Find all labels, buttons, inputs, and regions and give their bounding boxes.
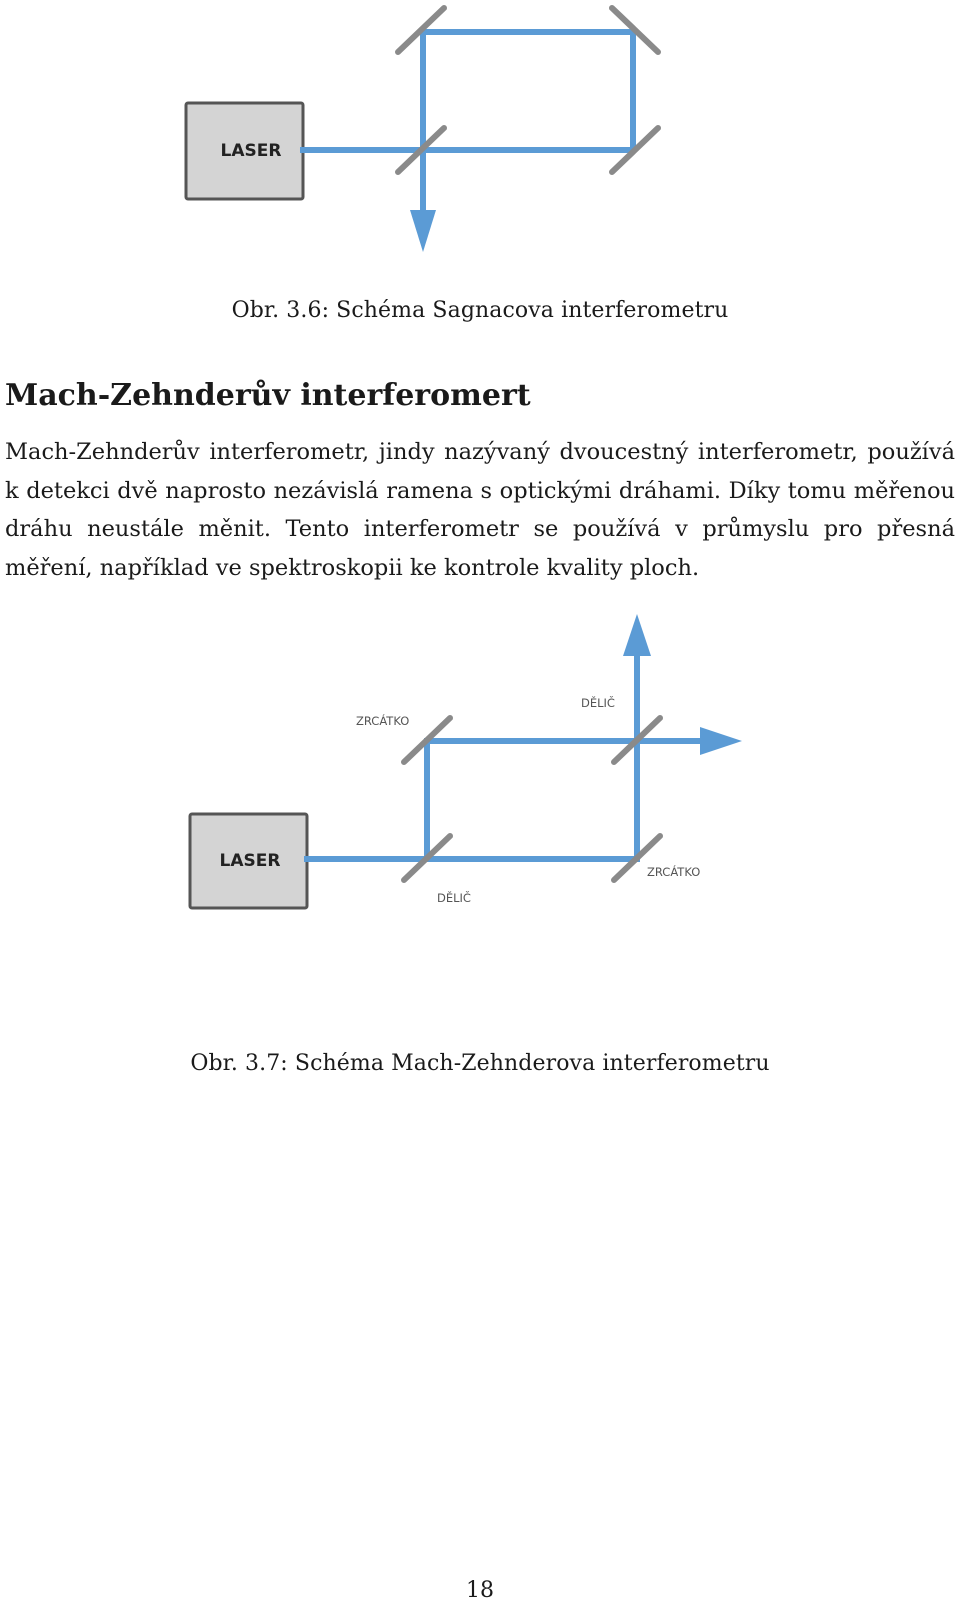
label-mirror-top-left: ZRCÁTKO	[356, 714, 410, 728]
page-number: 18	[466, 1578, 494, 1603]
label-splitter-top-right: DĚLIČ	[581, 696, 615, 710]
output-arrow-up	[623, 614, 651, 656]
laser-label: LASER	[220, 141, 282, 161]
output-arrow-right	[700, 727, 742, 755]
output-arrow	[410, 210, 436, 252]
beam-paths	[303, 32, 633, 225]
label-splitter-bottom-left: DĚLIČ	[437, 891, 471, 905]
beam-paths	[307, 650, 712, 859]
sagnac-diagram	[0, 0, 960, 270]
section-title: Mach-Zehnderův interferomert	[5, 378, 531, 413]
body-paragraph: Mach-Zehnderův interferometr, jindy nazývaný dvoucestný interferometr, používá k detekci dvě naprosto nezávislá ramena s optickými dráhami. Díky tomu měřenou dráhu neustále měnit. Tento interferometr se používá v průmyslu pro přesná měření, například ve spektroskopii ke kontrole kvality ploch.	[5, 439, 955, 581]
figure-caption-mach-zehnder: Obr. 3.7: Schéma Mach-Zehnderova interferometru	[190, 1051, 770, 1076]
figure-caption-sagnac: Obr. 3.6: Schéma Sagnacova interferometru	[231, 298, 729, 323]
mach-zehnder-diagram	[0, 600, 960, 930]
laser-label: LASER	[219, 851, 281, 871]
label-mirror-bottom-right: ZRCÁTKO	[647, 865, 701, 879]
